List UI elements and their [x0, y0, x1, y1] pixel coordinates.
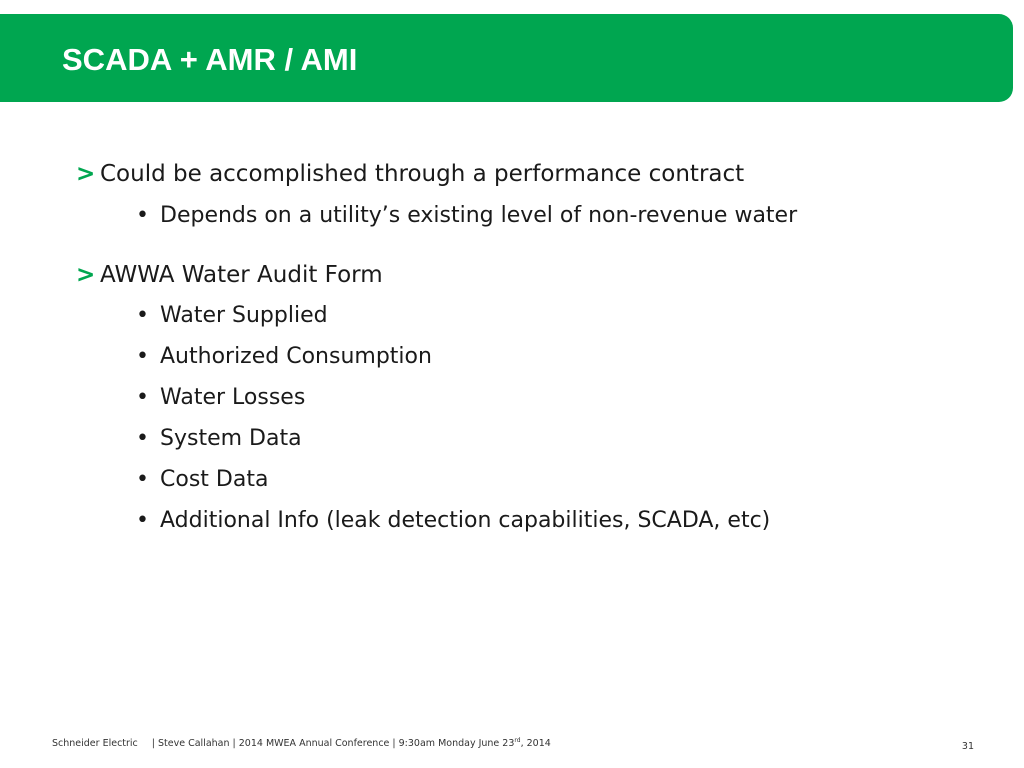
slide-title: SCADA + AMR / AMI [62, 42, 358, 77]
sub-bullet-item [136, 466, 268, 494]
sub-bullet-text: Water Losses [160, 385, 306, 410]
sub-bullet-item [136, 202, 797, 230]
bullet-item-1 [76, 160, 744, 188]
sub-bullet-text: Additional Info (leak detection capabilities, SCADA, etc) [160, 508, 771, 533]
footer [52, 737, 551, 749]
bullet-dot-icon: • [136, 303, 149, 328]
bullet-dot-icon: • [136, 426, 149, 451]
sub-bullet-item [136, 425, 302, 453]
sub-bullet-item [136, 343, 432, 371]
bullet-item-2 [76, 261, 383, 289]
bullet-dot-icon: • [136, 344, 149, 369]
sub-bullet-text: Authorized Consumption [160, 344, 432, 369]
chevron-right-icon: > [76, 161, 96, 187]
chevron-right-icon: > [76, 262, 96, 288]
sub-bullet-item [136, 384, 305, 412]
sub-bullet-text: Depends on a utility’s existing level of non-revenue water [160, 203, 798, 228]
bullet-dot-icon: • [136, 385, 149, 410]
bullet-dot-icon: • [136, 508, 149, 533]
sub-bullet-text: Water Supplied [160, 303, 328, 328]
sub-bullet-text: Cost Data [160, 467, 269, 492]
page-number: 31 [961, 741, 974, 752]
sub-bullet-item [136, 302, 328, 330]
footer-details: | Steve Callahan | 2014 MWEA Annual Conference | 9:30am Monday June 23rd, 2014 [151, 737, 551, 750]
sub-bullet-text: System Data [160, 426, 302, 451]
bullet-dot-icon: • [136, 203, 149, 228]
bullet-text: Could be accomplished through a performance contract [100, 161, 745, 187]
sub-bullet-item [136, 507, 770, 535]
bullet-text: AWWA Water Audit Form [100, 262, 383, 288]
bullet-dot-icon: • [136, 467, 149, 492]
footer-company: Schneider Electric [52, 738, 138, 750]
